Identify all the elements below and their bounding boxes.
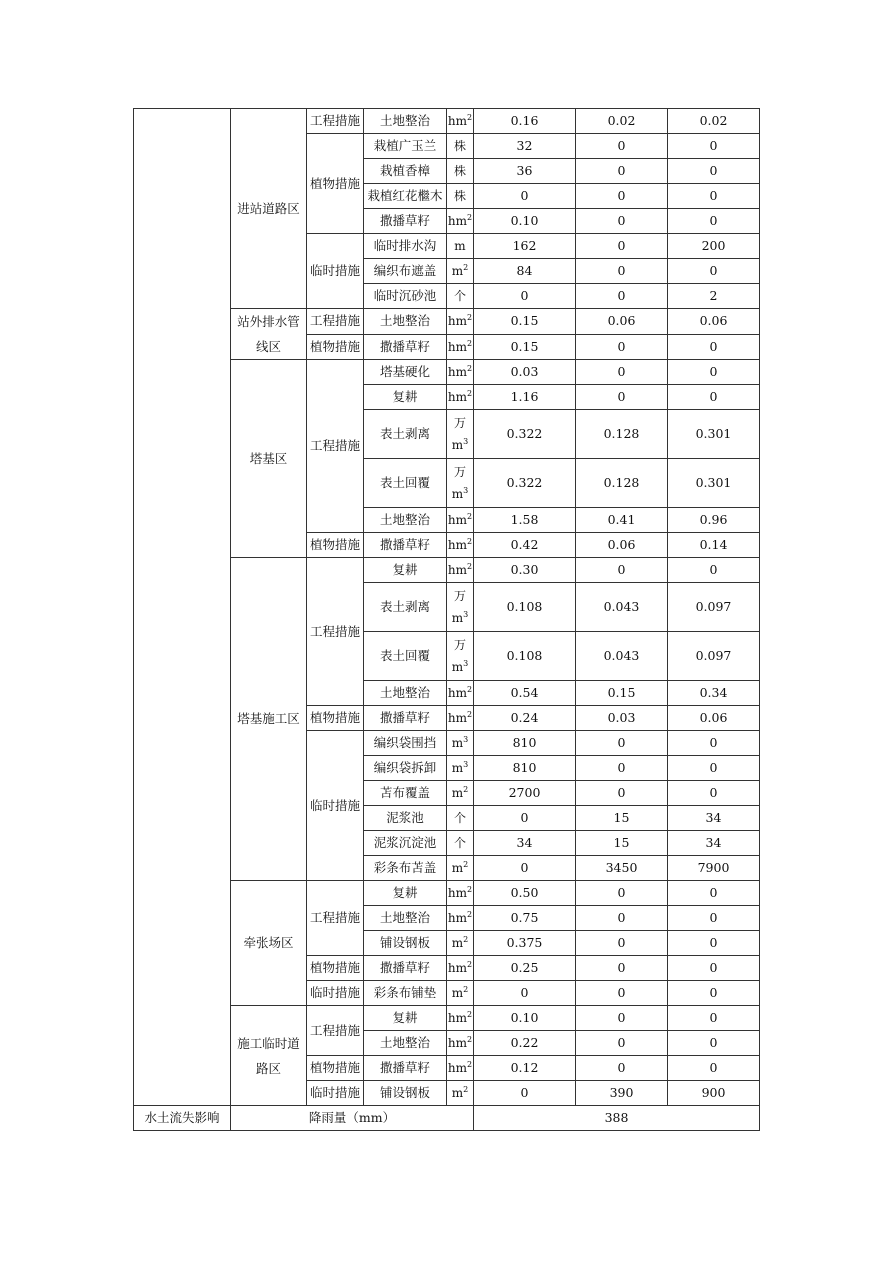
- value-cell-3: 2: [668, 284, 760, 309]
- value-cell-1: 162: [474, 234, 576, 259]
- value-cell-1: 0.22: [474, 1031, 576, 1056]
- value-cell-3: 7900: [668, 856, 760, 881]
- value-cell-2: 0: [576, 360, 668, 385]
- value-cell-2: 3450: [576, 856, 668, 881]
- item-cell: 表土回覆: [364, 632, 447, 681]
- measure-type-cell: 植物措施: [307, 706, 364, 731]
- item-cell: 临时排水沟: [364, 234, 447, 259]
- value-cell-1: 0.03: [474, 360, 576, 385]
- unit-cell: $m^2$: [447, 856, 474, 881]
- unit-cell: $hm^2$: [447, 706, 474, 731]
- measure-type-cell: 临时措施: [307, 1081, 364, 1106]
- item-cell: 复耕: [364, 385, 447, 410]
- value-cell-2: 0: [576, 385, 668, 410]
- value-cell-2: 0: [576, 756, 668, 781]
- item-cell: 撒播草籽: [364, 706, 447, 731]
- item-cell: 表土剥离: [364, 410, 447, 459]
- value-cell-2: 0: [576, 209, 668, 234]
- value-cell-1: 0.42: [474, 533, 576, 558]
- value-cell-3: 200: [668, 234, 760, 259]
- unit-cell: $hm^2$: [447, 533, 474, 558]
- value-cell-2: 0: [576, 234, 668, 259]
- value-cell-3: 0: [668, 781, 760, 806]
- value-cell-2: 0: [576, 881, 668, 906]
- value-cell-2: 0: [576, 931, 668, 956]
- item-cell: 撒播草籽: [364, 334, 447, 360]
- unit-cell: $m^2$: [447, 1081, 474, 1106]
- value-cell-3: 0.301: [668, 410, 760, 459]
- item-cell: 编织袋拆卸: [364, 756, 447, 781]
- item-cell: 表土回覆: [364, 459, 447, 508]
- item-cell: 塔基硬化: [364, 360, 447, 385]
- unit-cell: $hm^2$: [447, 881, 474, 906]
- value-cell-1: 0.50: [474, 881, 576, 906]
- value-cell-2: 0.043: [576, 632, 668, 681]
- value-cell-3: 0.34: [668, 681, 760, 706]
- value-cell-3: 0: [668, 956, 760, 981]
- area-cell: 进站道路区: [231, 109, 307, 309]
- value-cell-3: 0: [668, 159, 760, 184]
- value-cell-1: 0: [474, 856, 576, 881]
- item-cell: 撒播草籽: [364, 956, 447, 981]
- unit-cell: $hm^2$: [447, 1056, 474, 1081]
- value-cell-3: 0: [668, 184, 760, 209]
- value-cell-2: 0: [576, 134, 668, 159]
- value-cell-1: 0.25: [474, 956, 576, 981]
- item-cell: 临时沉砂池: [364, 284, 447, 309]
- value-cell-2: 0.06: [576, 533, 668, 558]
- value-cell-1: 0.10: [474, 1006, 576, 1031]
- footer-row: [134, 1106, 760, 1131]
- unit-cell: 万 $m^3$: [447, 410, 474, 459]
- value-cell-2: 0.06: [576, 309, 668, 335]
- unit-cell: $hm^2$: [447, 209, 474, 234]
- measure-type-cell: 工程措施: [307, 109, 364, 134]
- value-cell-1: 0.375: [474, 931, 576, 956]
- value-cell-3: 900: [668, 1081, 760, 1106]
- value-cell-3: 34: [668, 831, 760, 856]
- item-cell: 泥浆池: [364, 806, 447, 831]
- value-cell-1: 0.15: [474, 309, 576, 335]
- unit-cell: $hm^2$: [447, 309, 474, 335]
- unit-cell: $m^2$: [447, 931, 474, 956]
- left-blank-cell: [134, 109, 231, 1106]
- unit-cell: 万 $m^3$: [447, 583, 474, 632]
- table-row: [134, 109, 760, 134]
- value-cell-3: 0.96: [668, 508, 760, 533]
- value-cell-3: 0.06: [668, 706, 760, 731]
- unit-cell: $hm^2$: [447, 906, 474, 931]
- value-cell-2: 0: [576, 159, 668, 184]
- item-cell: 土地整治: [364, 109, 447, 134]
- value-cell-3: 0: [668, 881, 760, 906]
- value-cell-2: 0: [576, 259, 668, 284]
- item-cell: 表土剥离: [364, 583, 447, 632]
- unit-cell: $hm^2$: [447, 558, 474, 583]
- footer-label-cell: 水土流失影响: [134, 1106, 231, 1131]
- value-cell-2: 0.15: [576, 681, 668, 706]
- value-cell-3: 0: [668, 360, 760, 385]
- item-cell: 栽植红花檵木: [364, 184, 447, 209]
- footer-metric-cell: 降雨量（mm）: [231, 1106, 474, 1131]
- item-cell: 土地整治: [364, 508, 447, 533]
- value-cell-2: 0: [576, 184, 668, 209]
- area-cell: 塔基施工区: [231, 558, 307, 881]
- value-cell-1: 0.322: [474, 410, 576, 459]
- measure-type-cell: 临时措施: [307, 234, 364, 309]
- measure-type-cell: 工程措施: [307, 309, 364, 335]
- value-cell-1: 0.24: [474, 706, 576, 731]
- area-cell: 牵张场区: [231, 881, 307, 1006]
- value-cell-2: 0: [576, 1006, 668, 1031]
- item-cell: 撒播草籽: [364, 533, 447, 558]
- unit-cell: $hm^2$: [447, 1006, 474, 1031]
- value-cell-3: 0: [668, 209, 760, 234]
- value-cell-1: 0: [474, 806, 576, 831]
- unit-cell: $hm^2$: [447, 1031, 474, 1056]
- value-cell-1: 0.75: [474, 906, 576, 931]
- value-cell-3: 0: [668, 1006, 760, 1031]
- value-cell-2: 0: [576, 1056, 668, 1081]
- measure-type-cell: 工程措施: [307, 558, 364, 706]
- value-cell-3: 0.06: [668, 309, 760, 335]
- item-cell: 铺设钢板: [364, 931, 447, 956]
- value-cell-2: 0.02: [576, 109, 668, 134]
- measure-type-cell: 工程措施: [307, 360, 364, 533]
- item-cell: 彩条布苫盖: [364, 856, 447, 881]
- value-cell-1: 810: [474, 756, 576, 781]
- value-cell-3: 0: [668, 756, 760, 781]
- unit-cell: 个: [447, 806, 474, 831]
- item-cell: 苫布覆盖: [364, 781, 447, 806]
- value-cell-1: 810: [474, 731, 576, 756]
- value-cell-2: 0.128: [576, 410, 668, 459]
- value-cell-1: 36: [474, 159, 576, 184]
- value-cell-2: 0: [576, 334, 668, 360]
- unit-cell: $m^2$: [447, 259, 474, 284]
- value-cell-3: 0: [668, 906, 760, 931]
- value-cell-1: 0: [474, 981, 576, 1006]
- value-cell-3: 0: [668, 259, 760, 284]
- value-cell-3: 0.097: [668, 632, 760, 681]
- value-cell-1: 1.58: [474, 508, 576, 533]
- item-cell: 泥浆沉淀池: [364, 831, 447, 856]
- unit-cell: $hm^2$: [447, 109, 474, 134]
- item-cell: 彩条布铺垫: [364, 981, 447, 1006]
- value-cell-1: 0.54: [474, 681, 576, 706]
- value-cell-1: 32: [474, 134, 576, 159]
- value-cell-2: 15: [576, 831, 668, 856]
- value-cell-3: 0.02: [668, 109, 760, 134]
- value-cell-1: 1.16: [474, 385, 576, 410]
- value-cell-2: 0.41: [576, 508, 668, 533]
- value-cell-1: 0.108: [474, 632, 576, 681]
- unit-cell: 万 $m^3$: [447, 459, 474, 508]
- value-cell-1: 0.322: [474, 459, 576, 508]
- value-cell-1: 0.12: [474, 1056, 576, 1081]
- unit-cell: 株: [447, 134, 474, 159]
- value-cell-2: 0: [576, 781, 668, 806]
- unit-cell: 个: [447, 831, 474, 856]
- value-cell-2: 0: [576, 731, 668, 756]
- unit-cell: 万 $m^3$: [447, 632, 474, 681]
- value-cell-3: 0.097: [668, 583, 760, 632]
- value-cell-1: 0: [474, 184, 576, 209]
- measure-type-cell: 临时措施: [307, 981, 364, 1006]
- item-cell: 栽植广玉兰: [364, 134, 447, 159]
- value-cell-1: 2700: [474, 781, 576, 806]
- measure-type-cell: 植物措施: [307, 134, 364, 234]
- measure-type-cell: 植物措施: [307, 1056, 364, 1081]
- item-cell: 撒播草籽: [364, 1056, 447, 1081]
- value-cell-2: 0: [576, 956, 668, 981]
- item-cell: 编织布遮盖: [364, 259, 447, 284]
- value-cell-1: 0.16: [474, 109, 576, 134]
- value-cell-2: 15: [576, 806, 668, 831]
- measure-type-cell: 植物措施: [307, 533, 364, 558]
- area-cell: 站外排水管 线区: [231, 309, 307, 360]
- item-cell: 撒播草籽: [364, 209, 447, 234]
- value-cell-2: 0: [576, 981, 668, 1006]
- unit-cell: $m^3$: [447, 731, 474, 756]
- item-cell: 复耕: [364, 558, 447, 583]
- value-cell-3: 34: [668, 806, 760, 831]
- unit-cell: 株: [447, 184, 474, 209]
- value-cell-1: 0.15: [474, 334, 576, 360]
- unit-cell: $hm^2$: [447, 385, 474, 410]
- footer-value-cell: 388: [474, 1106, 760, 1131]
- value-cell-3: 0: [668, 558, 760, 583]
- measures-table: [133, 108, 760, 1131]
- value-cell-1: 34: [474, 831, 576, 856]
- value-cell-3: 0: [668, 981, 760, 1006]
- value-cell-3: 0.14: [668, 533, 760, 558]
- value-cell-1: 84: [474, 259, 576, 284]
- unit-cell: $hm^2$: [447, 681, 474, 706]
- item-cell: 土地整治: [364, 906, 447, 931]
- item-cell: 复耕: [364, 881, 447, 906]
- table-body: [134, 109, 760, 1131]
- value-cell-2: 0: [576, 558, 668, 583]
- value-cell-3: 0.301: [668, 459, 760, 508]
- measure-type-cell: 工程措施: [307, 881, 364, 956]
- unit-cell: $hm^2$: [447, 334, 474, 360]
- item-cell: 土地整治: [364, 309, 447, 335]
- value-cell-1: 0.30: [474, 558, 576, 583]
- unit-cell: m: [447, 234, 474, 259]
- value-cell-3: 0: [668, 385, 760, 410]
- area-cell: 施工临时道 路区: [231, 1006, 307, 1106]
- item-cell: 土地整治: [364, 1031, 447, 1056]
- value-cell-2: 0: [576, 284, 668, 309]
- unit-cell: $hm^2$: [447, 508, 474, 533]
- value-cell-3: 0: [668, 334, 760, 360]
- item-cell: 复耕: [364, 1006, 447, 1031]
- measure-type-cell: 植物措施: [307, 956, 364, 981]
- unit-cell: $m^2$: [447, 781, 474, 806]
- value-cell-3: 0: [668, 731, 760, 756]
- value-cell-1: 0.108: [474, 583, 576, 632]
- value-cell-3: 0: [668, 1031, 760, 1056]
- value-cell-3: 0: [668, 134, 760, 159]
- item-cell: 铺设钢板: [364, 1081, 447, 1106]
- value-cell-2: 0.043: [576, 583, 668, 632]
- item-cell: 编织袋围挡: [364, 731, 447, 756]
- area-cell: 塔基区: [231, 360, 307, 558]
- unit-cell: 株: [447, 159, 474, 184]
- unit-cell: 个: [447, 284, 474, 309]
- measure-type-cell: 工程措施: [307, 1006, 364, 1056]
- unit-cell: $hm^2$: [447, 956, 474, 981]
- value-cell-2: 0.03: [576, 706, 668, 731]
- value-cell-2: 0: [576, 1031, 668, 1056]
- value-cell-1: 0: [474, 1081, 576, 1106]
- measure-type-cell: 临时措施: [307, 731, 364, 881]
- unit-cell: $m^2$: [447, 981, 474, 1006]
- value-cell-3: 0: [668, 931, 760, 956]
- value-cell-3: 0: [668, 1056, 760, 1081]
- value-cell-1: 0.10: [474, 209, 576, 234]
- unit-cell: $hm^2$: [447, 360, 474, 385]
- item-cell: 土地整治: [364, 681, 447, 706]
- measure-type-cell: 植物措施: [307, 334, 364, 360]
- value-cell-2: 0.128: [576, 459, 668, 508]
- value-cell-2: 390: [576, 1081, 668, 1106]
- value-cell-1: 0: [474, 284, 576, 309]
- value-cell-2: 0: [576, 906, 668, 931]
- item-cell: 栽植香樟: [364, 159, 447, 184]
- unit-cell: $m^3$: [447, 756, 474, 781]
